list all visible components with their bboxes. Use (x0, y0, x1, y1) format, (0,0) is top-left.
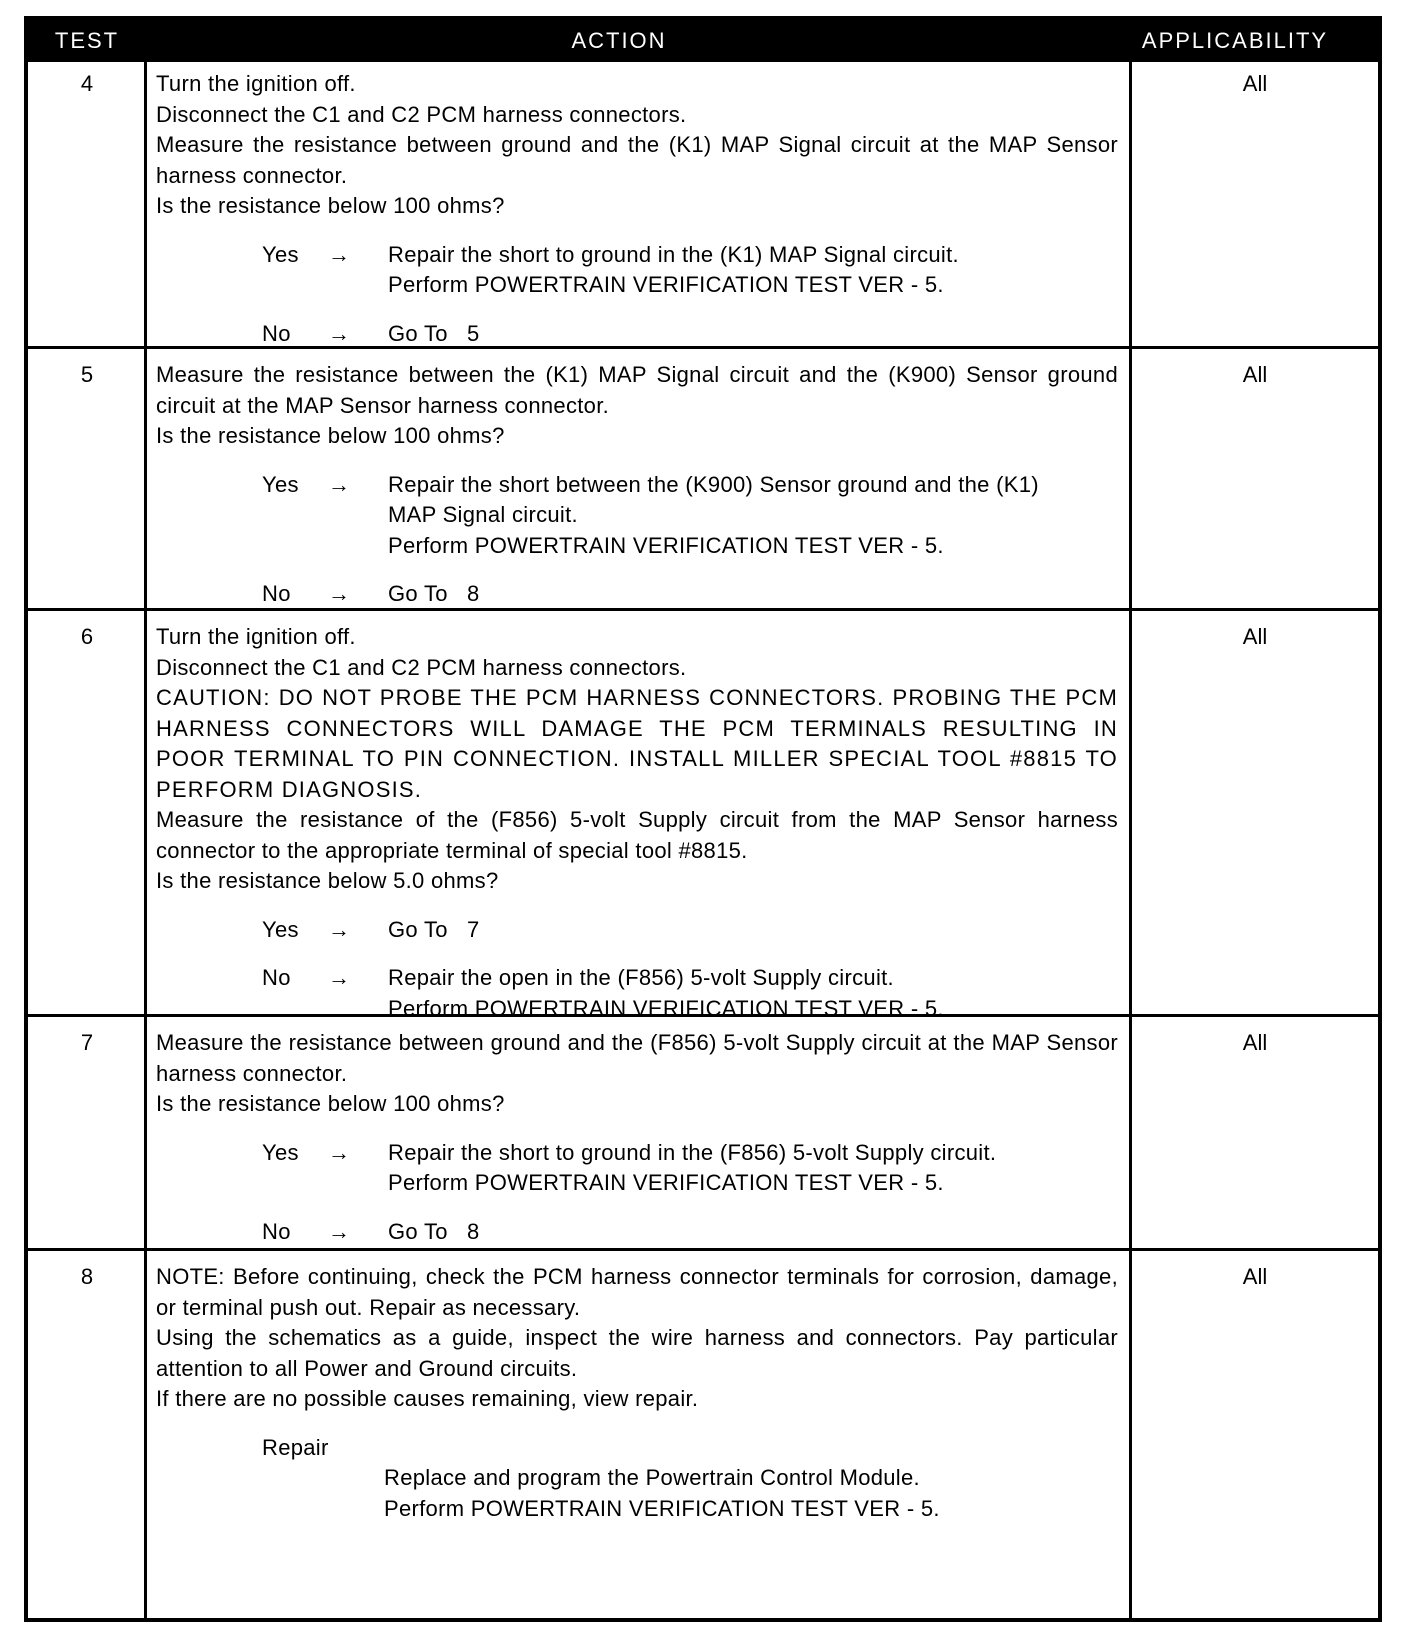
test-number: 6 (80, 624, 94, 649)
branch-line: MAP Signal circuit. (388, 502, 578, 527)
action-text (156, 1028, 1118, 1247)
column-header-action: ACTION (571, 28, 667, 53)
no-branch (156, 963, 1118, 1024)
no-branch (156, 579, 1118, 610)
repair-label: Repair (262, 1434, 329, 1460)
applicability-value: All (1242, 1030, 1268, 1055)
action-line: Turn the ignition off. (156, 71, 356, 96)
table-header (28, 20, 1378, 62)
branch-line: Repair the short between the (K900) Sensor ground and the (K1) (388, 471, 1039, 497)
note-text: NOTE: Before continuing, check the PCM harness connector terminals for corrosion, damage, or terminal push out. Repair as necessary. (156, 1264, 1118, 1320)
yes-branch (156, 470, 1118, 562)
action-line: Measure the resistance of the (F856) 5-volt Supply circuit from the MAP Sensor harness connector to the appropriate terminal of special tool #8815. (156, 807, 1118, 863)
branch-line: Perform POWERTRAIN VERIFICATION TEST VER - 5. (388, 272, 944, 297)
column-header-applicability: APPLICABILITY (1141, 28, 1329, 53)
goto-link[interactable]: Go To 5 (388, 320, 480, 346)
no-branch (156, 319, 1118, 350)
arrow-right-icon: → (328, 320, 351, 346)
no-branch (156, 1217, 1118, 1248)
action-line: Measure the resistance between ground and the (K1) MAP Signal circuit at the MAP Sensor harness connector. (156, 132, 1118, 188)
arrow-right-icon: → (328, 965, 351, 990)
branch-line: Repair the open in the (F856) 5-volt Supply circuit. (388, 965, 894, 990)
action-line: Using the schematics as a guide, inspect the wire harness and connectors. Pay particular attention to all Power and Ground circuits. (156, 1325, 1118, 1381)
test-number: 5 (80, 362, 94, 387)
action-line: Measure the resistance between ground and the (F856) 5-volt Supply circuit at the MAP Sensor harness connector. (156, 1030, 1118, 1086)
branch-line: Perform POWERTRAIN VERIFICATION TEST VER - 5. (388, 1170, 944, 1195)
goto-link[interactable]: Go To 8 (388, 1218, 480, 1244)
action-line: Is the resistance below 5.0 ohms? (156, 868, 499, 893)
action-line: Disconnect the C1 and C2 PCM harness connectors. (156, 654, 687, 680)
action-text (156, 360, 1118, 610)
yes-branch (156, 240, 1118, 301)
test-number: 7 (80, 1030, 94, 1055)
branch-line: Perform POWERTRAIN VERIFICATION TEST VER - 5. (388, 995, 944, 1021)
action-text (156, 622, 1118, 1024)
action-line: If there are no possible causes remaining, view repair. (156, 1386, 699, 1411)
action-line: Measure the resistance between the (K1) MAP Signal circuit and the (K900) Sensor ground circuit at the MAP Sensor harness connector. (156, 362, 1118, 418)
action-line: Is the resistance below 100 ohms? (156, 193, 505, 218)
test-number: 8 (80, 1264, 94, 1289)
arrow-right-icon: → (328, 471, 351, 497)
yes-branch (156, 915, 1118, 946)
arrow-right-icon: → (328, 241, 351, 267)
action-text (156, 69, 1118, 349)
column-divider (1129, 62, 1132, 1618)
yes-label: Yes (262, 916, 299, 942)
arrow-right-icon: → (328, 1139, 351, 1165)
branch-line: Perform POWERTRAIN VERIFICATION TEST VER - 5. (388, 532, 944, 558)
applicability-value: All (1242, 71, 1268, 96)
action-line: Is the resistance below 100 ohms? (156, 423, 505, 448)
repair-line: Replace and program the Powertrain Control Module. (384, 1465, 920, 1490)
action-line: Is the resistance below 100 ohms? (156, 1091, 505, 1116)
column-divider (144, 62, 147, 1618)
applicability-value: All (1242, 624, 1268, 649)
yes-label: Yes (262, 1139, 299, 1165)
no-label: No (262, 581, 291, 606)
diagnostic-table (24, 16, 1382, 1622)
applicability-value: All (1242, 1264, 1268, 1289)
arrow-right-icon: → (328, 1218, 351, 1244)
branch-line: Repair the short to ground in the (F856) 5-volt Supply circuit. (388, 1139, 997, 1165)
branch-line: Repair the short to ground in the (K1) MAP Signal circuit. (388, 241, 959, 267)
applicability-value: All (1242, 362, 1268, 387)
goto-link[interactable]: Go To 7 (388, 916, 480, 942)
column-header-test: TEST (54, 28, 120, 53)
action-line: Turn the ignition off. (156, 624, 356, 649)
row-divider (28, 1248, 1378, 1251)
repair-line: Perform POWERTRAIN VERIFICATION TEST VER - 5. (384, 1495, 940, 1521)
yes-label: Yes (262, 471, 299, 497)
caution-text: CAUTION: DO NOT PROBE THE PCM HARNESS CONNECTORS. PROBING THE PCM HARNESS CONNECTORS WILL DAMAGE THE PCM TERMINALS RESULTING IN POOR TERMINAL TO PIN CONNECTION. INSTALL MILLER SPECIAL TOOL #8815 TO PERFORM DIAGNOSIS. (156, 685, 1118, 802)
arrow-right-icon: → (328, 581, 351, 606)
arrow-right-icon: → (328, 916, 351, 942)
goto-link[interactable]: Go To 8 (388, 581, 480, 606)
action-line: Disconnect the C1 and C2 PCM harness connectors. (156, 101, 687, 127)
no-label: No (262, 1218, 291, 1244)
no-label: No (262, 965, 291, 990)
yes-label: Yes (262, 241, 299, 267)
action-text (156, 1262, 1118, 1524)
yes-branch (156, 1138, 1118, 1199)
no-label: No (262, 320, 291, 346)
test-number: 4 (80, 71, 94, 96)
